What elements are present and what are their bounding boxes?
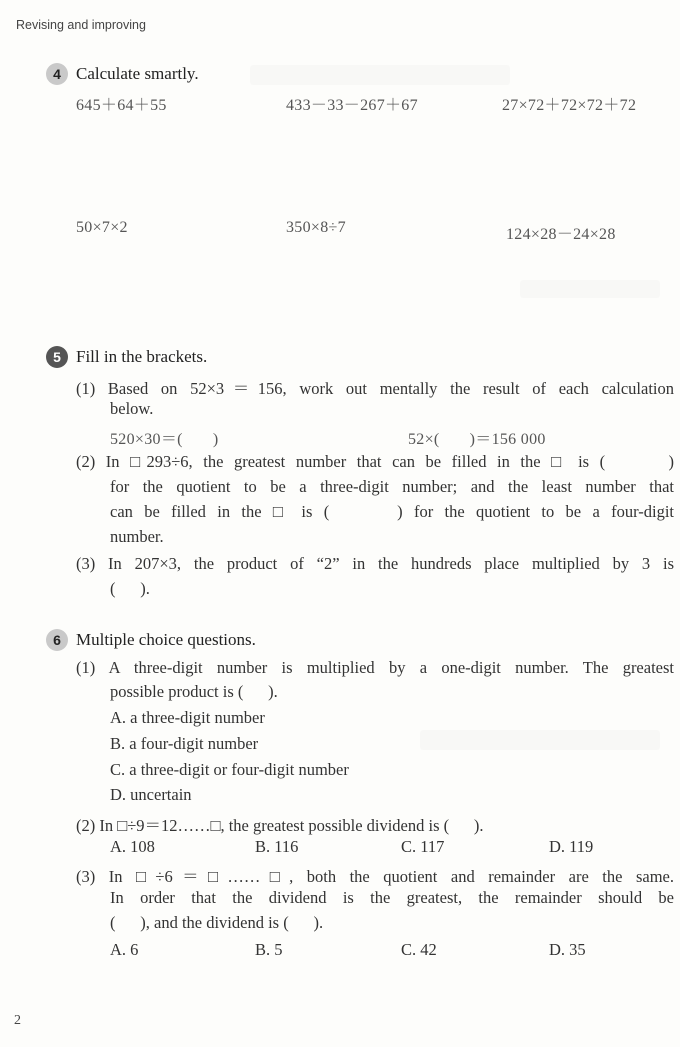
- question-6-3-text: In order that the dividend is the greatest, the remainder should be: [110, 888, 674, 907]
- question-5-2-text: number.: [110, 527, 164, 546]
- calc-item: 350×8÷7: [286, 219, 346, 236]
- option-b: B. 5: [255, 940, 283, 959]
- question-5-title: Fill in the brackets.: [76, 347, 208, 366]
- option-d: D. 119: [549, 837, 594, 856]
- question-6-3-text: (3) In □÷6＝□……□, both the quotient and remainder are the same.: [76, 867, 674, 886]
- option-a: A. 108: [110, 837, 155, 856]
- calc-item: 433－33－267＋67: [286, 97, 418, 114]
- question-6-1-text: possible product is ( ).: [110, 682, 278, 701]
- option-a: A. a three-digit number: [110, 708, 265, 727]
- question-4-title: Calculate smartly.: [76, 64, 199, 83]
- page-header: Revising and improving: [16, 18, 146, 32]
- option-c: C. 117: [401, 837, 445, 856]
- option-d: D. uncertain: [110, 785, 192, 804]
- question-6-number: 6: [46, 629, 68, 651]
- option-a: A. 6: [110, 940, 139, 959]
- option-b: B. a four-digit number: [110, 734, 259, 753]
- calc-item: 645＋64＋55: [76, 97, 167, 114]
- question-6-3-text: ( ), and the dividend is ( ).: [110, 913, 324, 932]
- question-4-number: 4: [46, 63, 68, 85]
- question-5-1-blank-right: 52×( )＝156 000: [408, 431, 546, 448]
- question-6-title: Multiple choice questions.: [76, 630, 256, 649]
- calc-item: 50×7×2: [76, 219, 128, 236]
- question-5-number: 5: [46, 346, 68, 368]
- bleed-through-trace: [520, 280, 660, 298]
- question-5-3-text: (3) In 207×3, the product of “2” in the hundreds place multiplied by 3 is: [76, 554, 674, 573]
- question-5-1-text: (1) Based on 52×3＝156, work out mentally the result of each calculation: [76, 379, 674, 398]
- page-number: 2: [14, 1013, 21, 1028]
- option-c: C. 42: [401, 940, 437, 959]
- calc-item: 27×72＋72×72＋72: [502, 97, 637, 114]
- option-c: C. a three-digit or four-digit number: [110, 760, 349, 779]
- question-5-1-text: below.: [110, 399, 154, 418]
- calc-item: 124×28－24×28: [506, 226, 616, 243]
- question-6-1-text: (1) A three-digit number is multiplied by a one-digit number. The greatest: [76, 658, 674, 677]
- question-5-1-blank-left: 520×30＝( ): [110, 431, 219, 448]
- question-5-2-text: can be filled in the □ is ( ) for the quotient to be a four-digit: [110, 502, 674, 521]
- question-6-2-text: (2) In □÷9＝12……□, the greatest possible dividend is ( ).: [76, 816, 484, 835]
- option-d: D. 35: [549, 940, 586, 959]
- question-5-2-text: for the quotient to be a three-digit number; and the least number that: [110, 477, 674, 496]
- bleed-through-trace: [420, 730, 660, 750]
- question-5-2-text: (2) In □293÷6, the greatest number that can be filled in the □ is ( ): [76, 452, 674, 471]
- bleed-through-trace: [250, 65, 510, 85]
- option-b: B. 116: [255, 837, 299, 856]
- question-5-3-text: ( ).: [110, 579, 150, 598]
